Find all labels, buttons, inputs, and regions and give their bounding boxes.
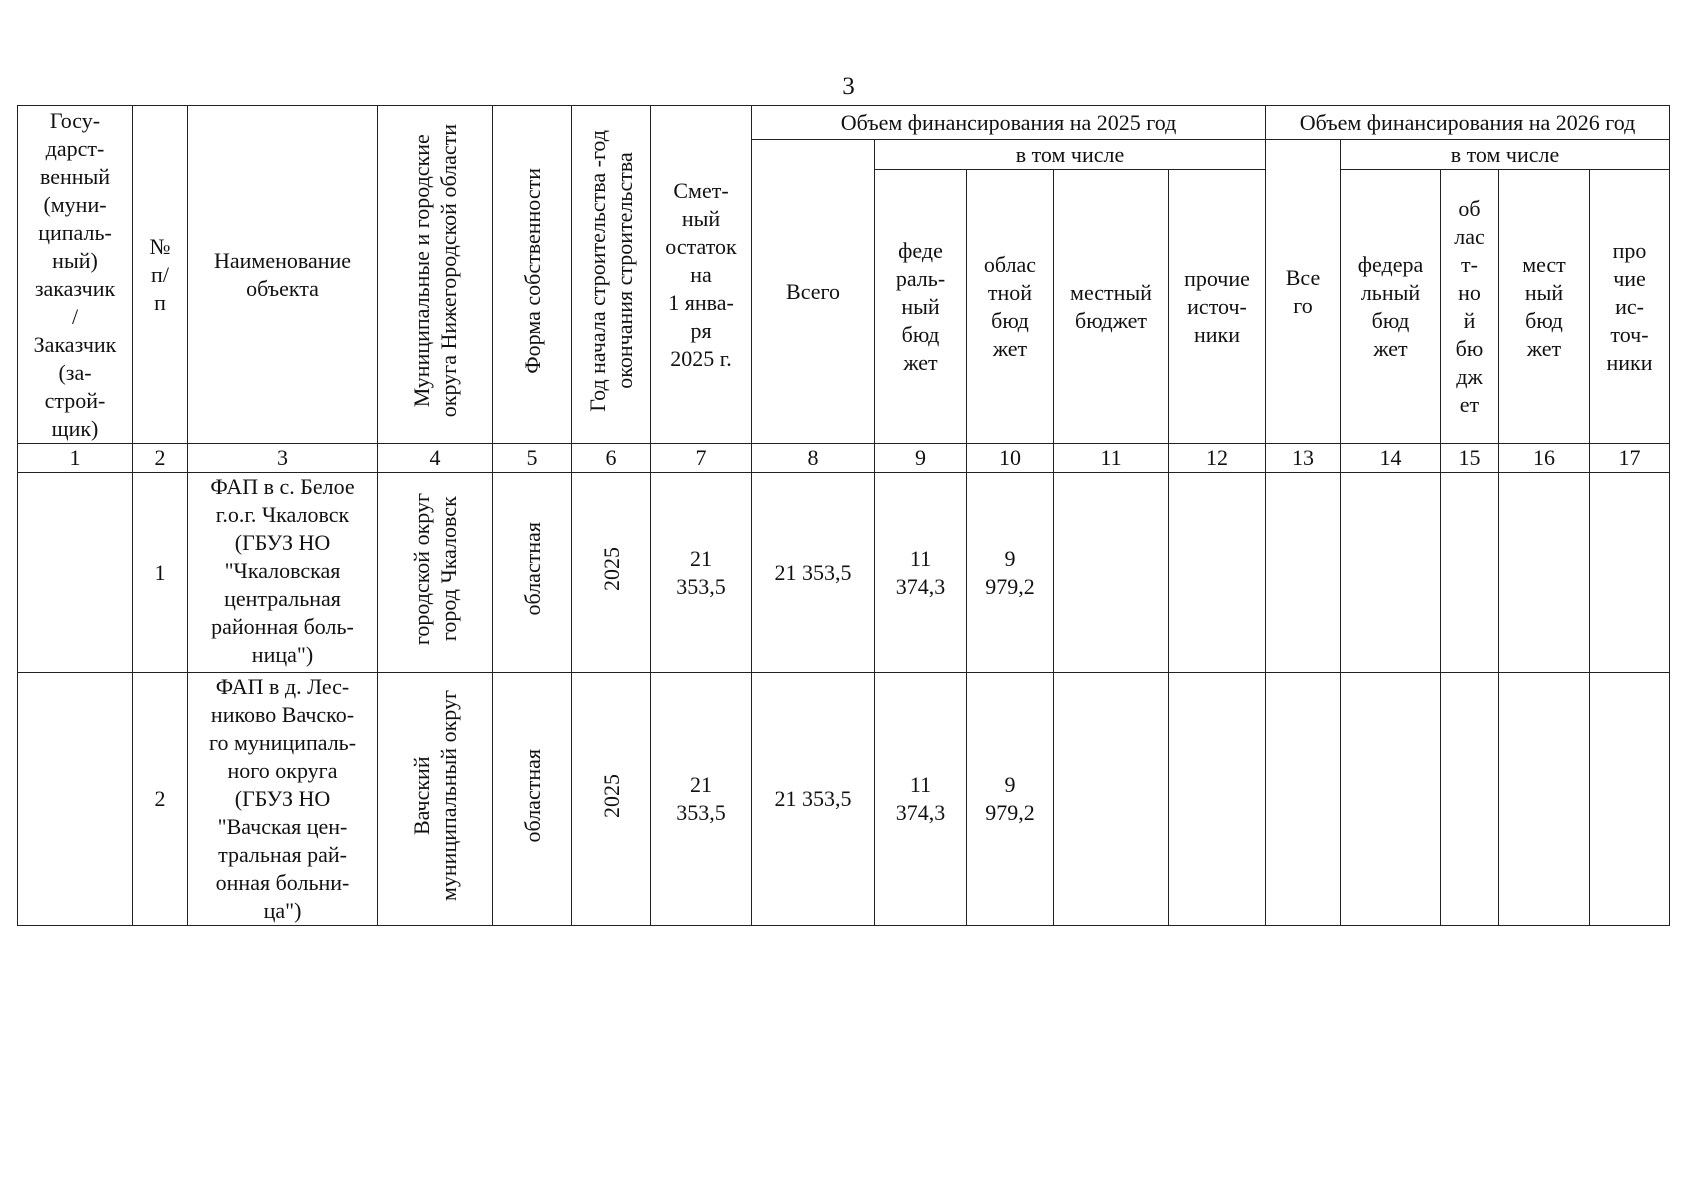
header-local-2026: мест ный бюд жет <box>1499 170 1590 444</box>
header-municipality: Муниципальные и городские округа Нижегородской области <box>378 106 493 444</box>
header-estimate: Смет- ный остаток на 1 янва- ря 2025 г. <box>651 106 752 444</box>
column-number: 11 <box>1054 444 1169 473</box>
cell-object-name: ФАП в д. Лес- никово Вачско- го муниципаль- ного округа (ГБУЗ НО "Вачская цен- тральная рай- онная больни- ца") <box>188 673 378 926</box>
table-row <box>18 473 1670 673</box>
column-number: 17 <box>1590 444 1670 473</box>
column-number: 4 <box>378 444 493 473</box>
cell-regional-2025: 9 979,2 <box>967 473 1054 673</box>
cell-no: 1 <box>133 473 188 673</box>
column-number: 15 <box>1441 444 1499 473</box>
cell-municipality: городской округ город Чкаловск <box>378 473 493 673</box>
cell-total-2025: 21 353,5 <box>752 473 875 673</box>
column-number: 8 <box>752 444 875 473</box>
financing-table <box>17 105 1670 926</box>
header-federal-2025: феде раль- ный бюд жет <box>875 170 967 444</box>
cell-total-2025: 21 353,5 <box>752 673 875 926</box>
cell-other-2025 <box>1169 473 1266 673</box>
column-number: 5 <box>493 444 572 473</box>
column-number: 13 <box>1266 444 1341 473</box>
header-fin-2025: Объем финансирования на 2025 год <box>752 106 1266 140</box>
header-fin-2026: Объем финансирования на 2026 год <box>1266 106 1670 140</box>
table-row <box>18 673 1670 926</box>
cell-local-2025 <box>1054 673 1169 926</box>
cell-total-2026 <box>1266 473 1341 673</box>
column-number: 16 <box>1499 444 1590 473</box>
cell-other-2025 <box>1169 673 1266 926</box>
cell-customer <box>18 673 133 926</box>
header-total-2026: Все го <box>1266 140 1341 444</box>
cell-regional-2026 <box>1441 673 1499 926</box>
cell-ownership: областная <box>493 673 572 926</box>
cell-federal-2025: 11 374,3 <box>875 673 967 926</box>
header-ownership: Форма собственности <box>493 106 572 444</box>
header-years: Год начала строительства -год окончания строительства <box>572 106 651 444</box>
header-name: Наименование объекта <box>188 106 378 444</box>
cell-object-name: ФАП в с. Белое г.о.г. Чкаловск (ГБУЗ НО "Чкаловская центральная районная боль- ница") <box>188 473 378 673</box>
cell-estimate: 21 353,5 <box>651 673 752 926</box>
header-incl-2026: в том числе <box>1341 140 1670 170</box>
header-regional-2025: облас тной бюд жет <box>967 170 1054 444</box>
column-number: 3 <box>188 444 378 473</box>
cell-other-2026 <box>1590 473 1670 673</box>
header-regional-2026: об лас т- но й бю дж ет <box>1441 170 1499 444</box>
cell-no: 2 <box>133 673 188 926</box>
cell-years: 2025 <box>572 673 651 926</box>
header-other-2025: прочие источ- ники <box>1169 170 1266 444</box>
cell-years: 2025 <box>572 473 651 673</box>
header-incl-2025: в том числе <box>875 140 1266 170</box>
header-row-1 <box>18 106 1670 140</box>
cell-total-2026 <box>1266 673 1341 926</box>
page-number: 3 <box>842 73 855 100</box>
cell-ownership: областная <box>493 473 572 673</box>
cell-estimate: 21 353,5 <box>651 473 752 673</box>
header-other-2026: про чие ис- точ- ники <box>1590 170 1670 444</box>
header-local-2025: местный бюджет <box>1054 170 1169 444</box>
column-number: 7 <box>651 444 752 473</box>
cell-federal-2026 <box>1341 473 1441 673</box>
column-numbers-row <box>18 444 1670 473</box>
cell-customer <box>18 473 133 673</box>
cell-municipality: Вачский муниципальный округ <box>378 673 493 926</box>
column-number: 10 <box>967 444 1054 473</box>
cell-local-2025 <box>1054 473 1169 673</box>
column-number: 2 <box>133 444 188 473</box>
header-customer: Госу- дарст- венный (муни- ципаль- ный) заказчик / Заказчик (за- строй- щик) <box>18 106 133 444</box>
cell-local-2026 <box>1499 473 1590 673</box>
column-number: 1 <box>18 444 133 473</box>
column-number: 14 <box>1341 444 1441 473</box>
cell-local-2026 <box>1499 673 1590 926</box>
cell-regional-2026 <box>1441 473 1499 673</box>
cell-federal-2026 <box>1341 673 1441 926</box>
column-number: 6 <box>572 444 651 473</box>
column-number: 12 <box>1169 444 1266 473</box>
header-federal-2026: федера льный бюд жет <box>1341 170 1441 444</box>
cell-regional-2025: 9 979,2 <box>967 673 1054 926</box>
cell-federal-2025: 11 374,3 <box>875 473 967 673</box>
header-no: № п/ п <box>133 106 188 444</box>
column-number: 9 <box>875 444 967 473</box>
cell-other-2026 <box>1590 673 1670 926</box>
header-total-2025: Всего <box>752 140 875 444</box>
